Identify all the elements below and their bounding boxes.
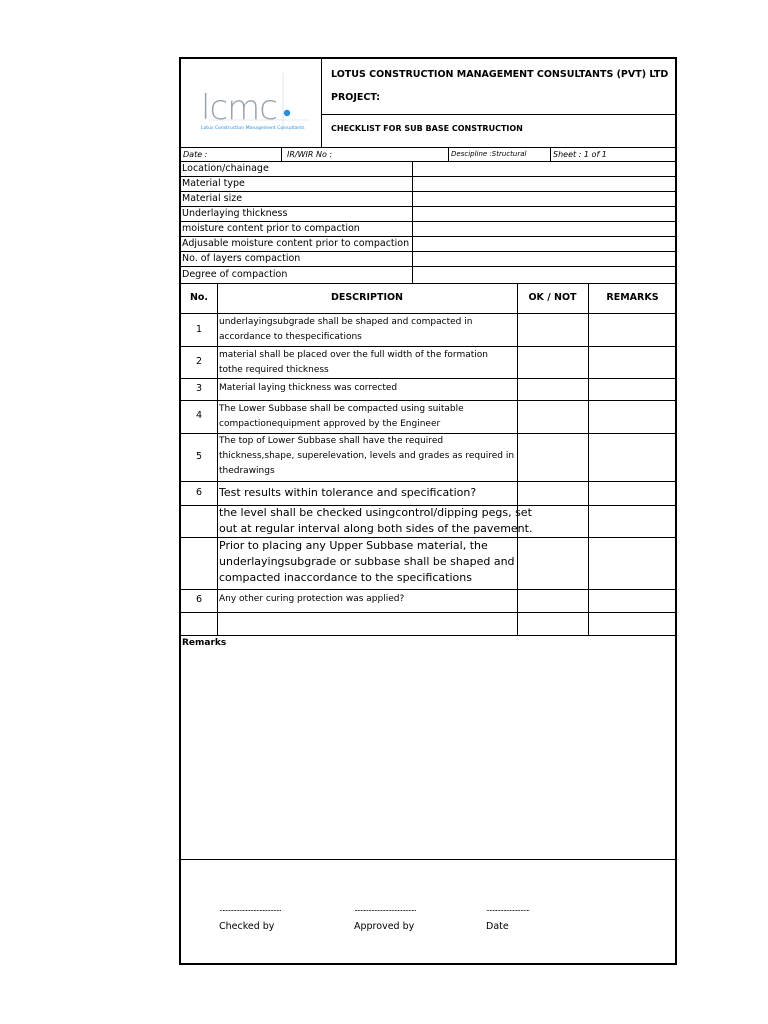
field-line — [181, 206, 677, 207]
discipline-label: Descipline :Structural — [451, 150, 527, 158]
row-number: 1 — [195, 324, 203, 335]
field-location: Location/chainage — [182, 163, 269, 174]
row-description-line: The top of Lower Subbase shall have the required — [219, 436, 444, 446]
header-line — [321, 114, 677, 115]
field-material-type: Material type — [182, 178, 245, 189]
row-description — [219, 381, 397, 396]
info-divider-2 — [448, 147, 449, 161]
row-number: 3 — [195, 383, 203, 394]
sheet-label: Sheet : 1 of 1 — [553, 150, 607, 159]
approved-by-line: ........................................ — [354, 904, 416, 913]
date-signature-label: Date — [486, 921, 509, 932]
row-description-line: tothe required thickness — [219, 365, 329, 375]
field-underlaying-thickness: Underlaying thickness — [182, 208, 288, 219]
row-description-line: thickness,shape, superelevation, levels and grades as required in — [219, 451, 515, 461]
row-description — [219, 592, 404, 607]
col-divider-ok — [588, 283, 589, 636]
company-logo — [191, 71, 316, 141]
field-degree-compaction: Degree of compaction — [182, 269, 288, 280]
row-description — [219, 434, 514, 479]
row-description-line: underlayingsubgrade shall be shaped and compacted in — [219, 317, 473, 327]
row-number: 6 — [195, 594, 203, 605]
row-description — [219, 348, 488, 378]
header-remarks: REMARKS — [606, 292, 659, 303]
ir-wir-label: IR/WIR No : — [287, 150, 333, 159]
header-ok-not: OK / NOT — [528, 292, 577, 303]
info-divider-3 — [550, 147, 551, 161]
remarks-label: Remarks — [182, 638, 227, 648]
table-bottom-line — [181, 635, 677, 636]
field-adjustable-moisture: Adjusable moisture content prior to compaction — [182, 238, 410, 249]
row-description-line: The Lower Subbase shall be compacted using suitable — [219, 404, 464, 414]
row-number: 2 — [195, 356, 203, 367]
field-material-size: Material size — [182, 193, 243, 204]
svg-text:lcmc: lcmc — [201, 88, 277, 128]
company-name: LOTUS CONSTRUCTION MANAGEMENT CONSULTANTS (PVT) LTD — [331, 69, 669, 80]
row-line — [181, 589, 677, 590]
row-description-line: thedrawings — [219, 466, 275, 476]
col-divider-desc — [517, 283, 518, 636]
row-description-line: Any other curing protection was applied? — [219, 594, 405, 604]
row-description-line: Test results within tolerance and specification? — [219, 486, 477, 499]
header-no: No. — [189, 292, 209, 303]
table-header-line — [181, 313, 677, 314]
row-description-line: compacted inaccordance to the specifications — [219, 571, 472, 584]
row-description-line: compactionequipment approved by the Engineer — [219, 419, 441, 429]
field-line — [181, 191, 677, 192]
svg-text:Lotus Construction Management: Lotus Construction Management Consultants — [201, 126, 305, 131]
field-line — [181, 221, 677, 222]
row-description — [219, 315, 472, 345]
row-description-line: underlayingsubgrade or subbase shall be shaped and — [219, 555, 515, 568]
info-divider-1 — [281, 147, 282, 161]
field-moisture-content: moisture content prior to compaction — [182, 223, 360, 234]
field-line — [181, 266, 677, 267]
header-description: DESCRIPTION — [330, 292, 404, 303]
logo-graphic — [191, 71, 316, 141]
row-number: 6 — [195, 487, 203, 498]
field-layers: No. of layers compaction — [182, 253, 301, 264]
row-description-line: out at regular interval along both sides of the pavement. — [219, 522, 533, 535]
row-number: 5 — [195, 451, 203, 462]
remarks-bottom-line — [181, 859, 677, 860]
info-row-bottom — [181, 161, 677, 162]
row-line — [181, 481, 677, 482]
field-line — [181, 251, 677, 252]
field-line — [181, 176, 677, 177]
row-description-line: the level shall be checked usingcontrol/dipping pegs, set — [219, 506, 532, 519]
project-label: PROJECT: — [331, 92, 381, 103]
checklist-sheet — [179, 57, 677, 965]
checklist-title: CHECKLIST FOR SUB BASE CONSTRUCTION — [331, 124, 523, 133]
field-line — [181, 283, 677, 284]
row-description-line: Material laying thickness was corrected — [219, 383, 398, 393]
row-line — [181, 378, 677, 379]
row-line — [181, 400, 677, 401]
field-line — [181, 236, 677, 237]
header-bottom-line — [181, 147, 677, 148]
row-description — [219, 505, 532, 537]
header-divider — [321, 59, 322, 147]
checked-by-line: ........................................ — [219, 904, 281, 913]
row-description — [219, 402, 464, 432]
row-line — [181, 346, 677, 347]
row-line — [181, 612, 677, 613]
fields-divider — [412, 161, 413, 283]
col-divider-no — [217, 283, 218, 636]
approved-by-label: Approved by — [354, 921, 415, 932]
row-number: 4 — [195, 410, 203, 421]
row-description — [219, 538, 515, 586]
row-description-line: accordance to thespecifications — [219, 332, 362, 342]
checked-by-label: Checked by — [219, 921, 275, 932]
row-description-line: Prior to placing any Upper Subbase material, the — [219, 539, 488, 552]
row-description-line: material shall be placed over the full width of the formation — [219, 350, 488, 360]
date-label: Date : — [183, 150, 208, 159]
row-description — [219, 485, 476, 501]
date-line: ............................ — [486, 904, 530, 913]
